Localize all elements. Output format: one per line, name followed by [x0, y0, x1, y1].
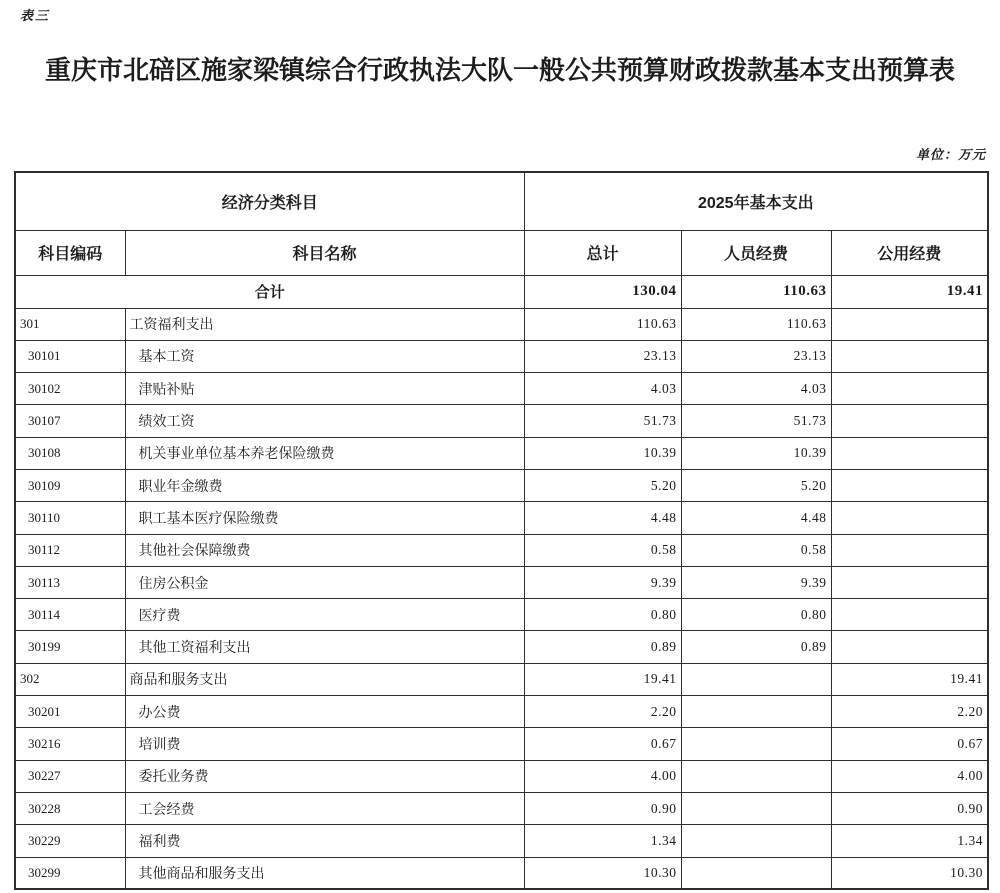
public-funds-value-cell: 10.30 — [831, 857, 988, 889]
table-row — [15, 857, 988, 889]
public-funds-value-cell — [831, 405, 988, 437]
personnel-funds-value-cell: 0.89 — [681, 631, 831, 663]
subject-code-cell: 30112 — [15, 534, 125, 566]
grand-total-row — [15, 275, 988, 308]
personnel-funds-value-cell — [681, 825, 831, 857]
budget-table — [14, 171, 989, 890]
public-funds-value-cell: 2.20 — [831, 696, 988, 728]
subject-code-cell: 30102 — [15, 373, 125, 405]
header-subject-code: 科目编码 — [15, 230, 125, 275]
subject-code-cell: 30228 — [15, 792, 125, 824]
table-row — [15, 373, 988, 405]
subject-name-cell: 基本工资 — [125, 340, 524, 372]
personnel-funds-value-cell: 0.80 — [681, 599, 831, 631]
subject-name-cell: 工资福利支出 — [125, 308, 524, 340]
table-row — [15, 469, 988, 501]
header-columns-row — [15, 230, 988, 275]
subject-code-cell: 30101 — [15, 340, 125, 372]
total-value-cell: 1.34 — [524, 825, 681, 857]
subject-name-cell: 职业年金缴费 — [125, 469, 524, 501]
subject-code-cell: 30110 — [15, 502, 125, 534]
personnel-funds-value-cell: 9.39 — [681, 566, 831, 598]
personnel-funds-value-cell: 4.03 — [681, 373, 831, 405]
table-row — [15, 728, 988, 760]
table-row — [15, 599, 988, 631]
page-title: 重庆市北碚区施家梁镇综合行政执法大队一般公共预算财政拨款基本支出预算表 — [44, 56, 955, 85]
table-row — [15, 760, 988, 792]
personnel-funds-value-cell: 0.58 — [681, 534, 831, 566]
subject-name-cell: 津贴补贴 — [125, 373, 524, 405]
header-group-row — [15, 172, 988, 230]
total-value-cell: 0.90 — [524, 792, 681, 824]
total-value-cell: 2.20 — [524, 696, 681, 728]
table-row — [15, 340, 988, 372]
grand-total-label: 合计 — [15, 275, 524, 308]
total-value-cell: 0.80 — [524, 599, 681, 631]
total-value-cell: 110.63 — [524, 308, 681, 340]
table-row — [15, 437, 988, 469]
table-row — [15, 405, 988, 437]
public-funds-value-cell: 0.67 — [831, 728, 988, 760]
total-value-cell: 10.30 — [524, 857, 681, 889]
subject-name-cell: 绩效工资 — [125, 405, 524, 437]
subject-code-cell: 30229 — [15, 825, 125, 857]
subject-code-cell: 30299 — [15, 857, 125, 889]
subject-code-cell: 30114 — [15, 599, 125, 631]
subject-code-cell: 30201 — [15, 696, 125, 728]
subject-code-cell: 30113 — [15, 566, 125, 598]
total-value-cell: 19.41 — [524, 663, 681, 695]
unit-note: 单位：万元 — [915, 147, 986, 162]
subject-name-cell: 职工基本医疗保险缴费 — [125, 502, 524, 534]
table-label: 表三 — [20, 8, 51, 23]
personnel-funds-value-cell — [681, 760, 831, 792]
subject-name-cell: 其他商品和服务支出 — [125, 857, 524, 889]
subject-name-cell: 福利费 — [125, 825, 524, 857]
subject-code-cell: 30199 — [15, 631, 125, 663]
header-total: 总计 — [524, 230, 681, 275]
subject-code-cell: 30107 — [15, 405, 125, 437]
public-funds-value-cell — [831, 534, 988, 566]
total-value-cell: 0.58 — [524, 534, 681, 566]
header-economic-category: 经济分类科目 — [15, 172, 524, 230]
personnel-funds-value-cell: 10.39 — [681, 437, 831, 469]
subject-name-cell: 工会经费 — [125, 792, 524, 824]
personnel-funds-value-cell — [681, 728, 831, 760]
subject-name-cell: 机关事业单位基本养老保险缴费 — [125, 437, 524, 469]
table-row — [15, 534, 988, 566]
grand-total-public: 19.41 — [831, 275, 988, 308]
header-subject-name: 科目名称 — [125, 230, 524, 275]
total-value-cell: 5.20 — [524, 469, 681, 501]
subject-name-cell: 委托业务费 — [125, 760, 524, 792]
subject-code-cell: 301 — [15, 308, 125, 340]
public-funds-value-cell — [831, 437, 988, 469]
table-row — [15, 631, 988, 663]
total-value-cell: 0.89 — [524, 631, 681, 663]
public-funds-value-cell — [831, 631, 988, 663]
personnel-funds-value-cell: 23.13 — [681, 340, 831, 372]
header-2025-basic-expenditure: 2025年基本支出 — [524, 172, 988, 230]
subject-code-cell: 302 — [15, 663, 125, 695]
public-funds-value-cell — [831, 469, 988, 501]
personnel-funds-value-cell: 5.20 — [681, 469, 831, 501]
table-row — [15, 308, 988, 340]
personnel-funds-value-cell — [681, 663, 831, 695]
total-value-cell: 4.00 — [524, 760, 681, 792]
table-row — [15, 696, 988, 728]
public-funds-value-cell — [831, 566, 988, 598]
public-funds-value-cell: 1.34 — [831, 825, 988, 857]
total-value-cell: 10.39 — [524, 437, 681, 469]
personnel-funds-value-cell — [681, 792, 831, 824]
subject-code-cell: 30227 — [15, 760, 125, 792]
public-funds-value-cell — [831, 373, 988, 405]
personnel-funds-value-cell: 4.48 — [681, 502, 831, 534]
personnel-funds-value-cell — [681, 696, 831, 728]
header-public-funds: 公用经费 — [831, 230, 988, 275]
personnel-funds-value-cell: 110.63 — [681, 308, 831, 340]
table-row — [15, 825, 988, 857]
public-funds-value-cell: 4.00 — [831, 760, 988, 792]
table-body — [15, 275, 988, 889]
public-funds-value-cell — [831, 308, 988, 340]
total-value-cell: 9.39 — [524, 566, 681, 598]
public-funds-value-cell — [831, 340, 988, 372]
subject-name-cell: 医疗费 — [125, 599, 524, 631]
subject-name-cell: 住房公积金 — [125, 566, 524, 598]
table-row — [15, 566, 988, 598]
total-value-cell: 4.03 — [524, 373, 681, 405]
public-funds-value-cell: 0.90 — [831, 792, 988, 824]
public-funds-value-cell: 19.41 — [831, 663, 988, 695]
table-row — [15, 502, 988, 534]
total-value-cell: 0.67 — [524, 728, 681, 760]
subject-name-cell: 其他工资福利支出 — [125, 631, 524, 663]
total-value-cell: 51.73 — [524, 405, 681, 437]
grand-total-personnel: 110.63 — [681, 275, 831, 308]
subject-name-cell: 其他社会保障缴费 — [125, 534, 524, 566]
public-funds-value-cell — [831, 599, 988, 631]
subject-code-cell: 30108 — [15, 437, 125, 469]
public-funds-value-cell — [831, 502, 988, 534]
personnel-funds-value-cell — [681, 857, 831, 889]
total-value-cell: 23.13 — [524, 340, 681, 372]
header-personnel-funds: 人员经费 — [681, 230, 831, 275]
table-row — [15, 663, 988, 695]
subject-name-cell: 商品和服务支出 — [125, 663, 524, 695]
subject-name-cell: 办公费 — [125, 696, 524, 728]
total-value-cell: 4.48 — [524, 502, 681, 534]
subject-code-cell: 30216 — [15, 728, 125, 760]
subject-code-cell: 30109 — [15, 469, 125, 501]
table-row — [15, 792, 988, 824]
grand-total-total: 130.04 — [524, 275, 681, 308]
personnel-funds-value-cell: 51.73 — [681, 405, 831, 437]
subject-name-cell: 培训费 — [125, 728, 524, 760]
table-header — [15, 172, 988, 275]
